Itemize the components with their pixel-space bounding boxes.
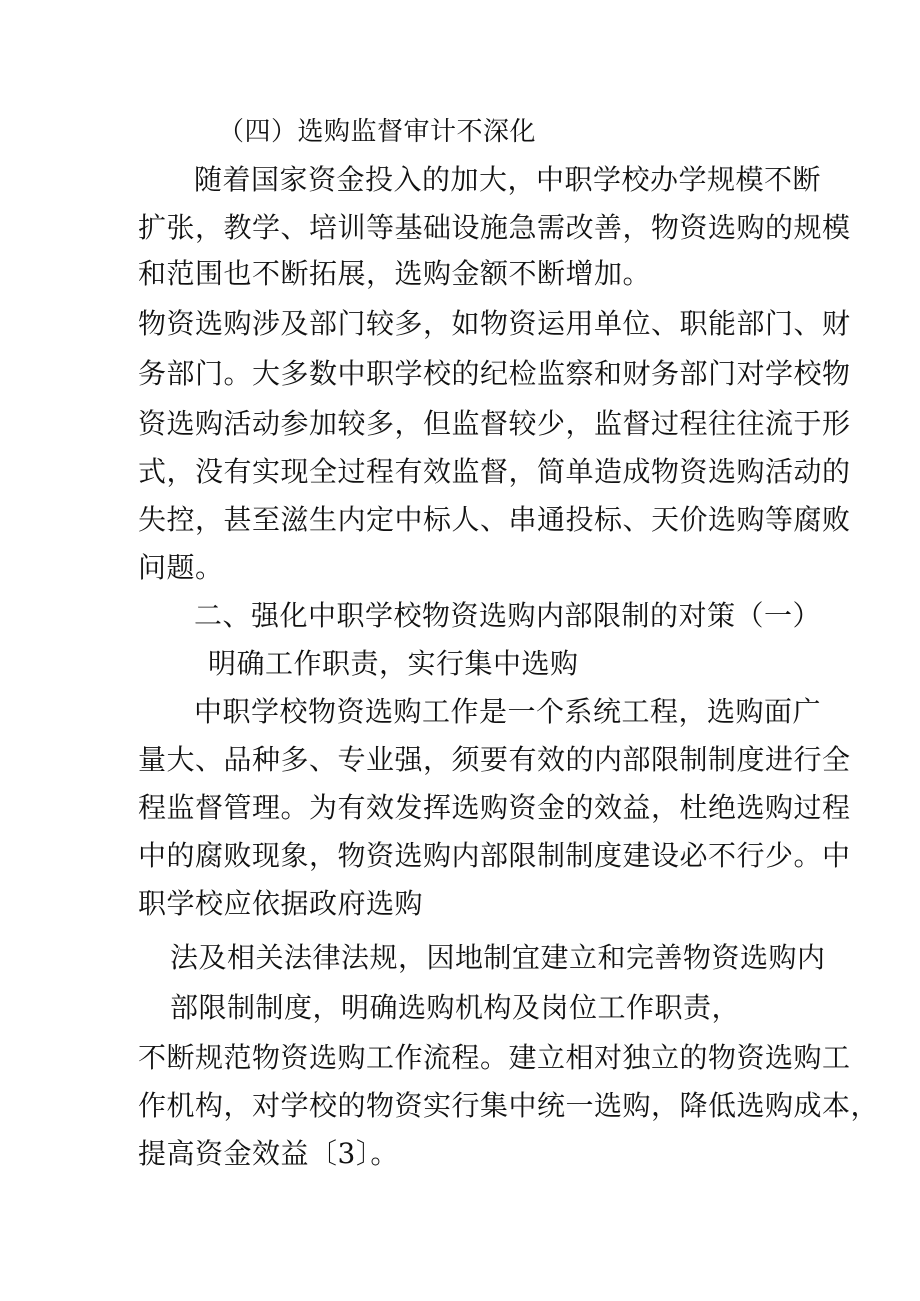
paragraph-line: 部限制制度，明确选购机构及岗位工作职责， [170,991,741,1024]
paragraph-line: 提高资金效益〔3〕。 [138,1137,399,1170]
paragraph-line: 资选购活动参加较多，但监督较少，监督过程往往流于形 [138,407,851,440]
paragraph-line: 法及相关法律法规，因地制宜建立和完善物资选购内 [170,941,826,974]
paragraph-line: 随着国家资金投入的加大，中职学校办学规模不断 [194,163,822,196]
paragraph-line: 量大、品种多、专业强，须要有效的内部限制制度进行全 [138,743,851,776]
paragraph-line: 问题。 [138,551,224,584]
paragraph-line: 不断规范物资选购工作流程。建立相对独立的物资选购工 [138,1041,851,1074]
paragraph-line: 中的腐败现象，物资选购内部限制制度建设必不行少。中 [138,839,851,872]
paragraph-line: 职学校应依据政府选购 [138,887,424,920]
paragraph-line: 物资选购涉及部门较多，如物资运用单位、职能部门、财 [138,307,851,340]
section-heading-4: （四）选购监督审计不深化 [218,117,537,147]
paragraph-line: 和范围也不断拓展，选购金额不断增加。 [138,257,652,290]
paragraph-line: 中职学校物资选购工作是一个系统工程，选购面广 [194,695,822,728]
section-heading-2: 二、强化中职学校物资选购内部限制的对策（一） [194,599,822,632]
paragraph-line: 扩张，教学、培训等基础设施急需改善，物资选购的规模 [138,211,851,244]
paragraph-line: 失控，甚至滋生内定中标人、串通投标、天价选购等腐败 [138,503,851,536]
paragraph-line: 程监督管理。为有效发挥选购资金的效益，杜绝选购过程 [138,791,851,824]
subsection-heading-1: 明确工作职责，实行集中选购 [208,647,579,680]
paragraph-line: 作机构，对学校的物资实行集中统一选购，降低选购成本， [138,1089,880,1122]
paragraph-line: 务部门。大多数中职学校的纪检监察和财务部门对学校物 [138,357,851,390]
paragraph-line: 式，没有实现全过程有效监督，简单造成物资选购活动的 [138,455,851,488]
